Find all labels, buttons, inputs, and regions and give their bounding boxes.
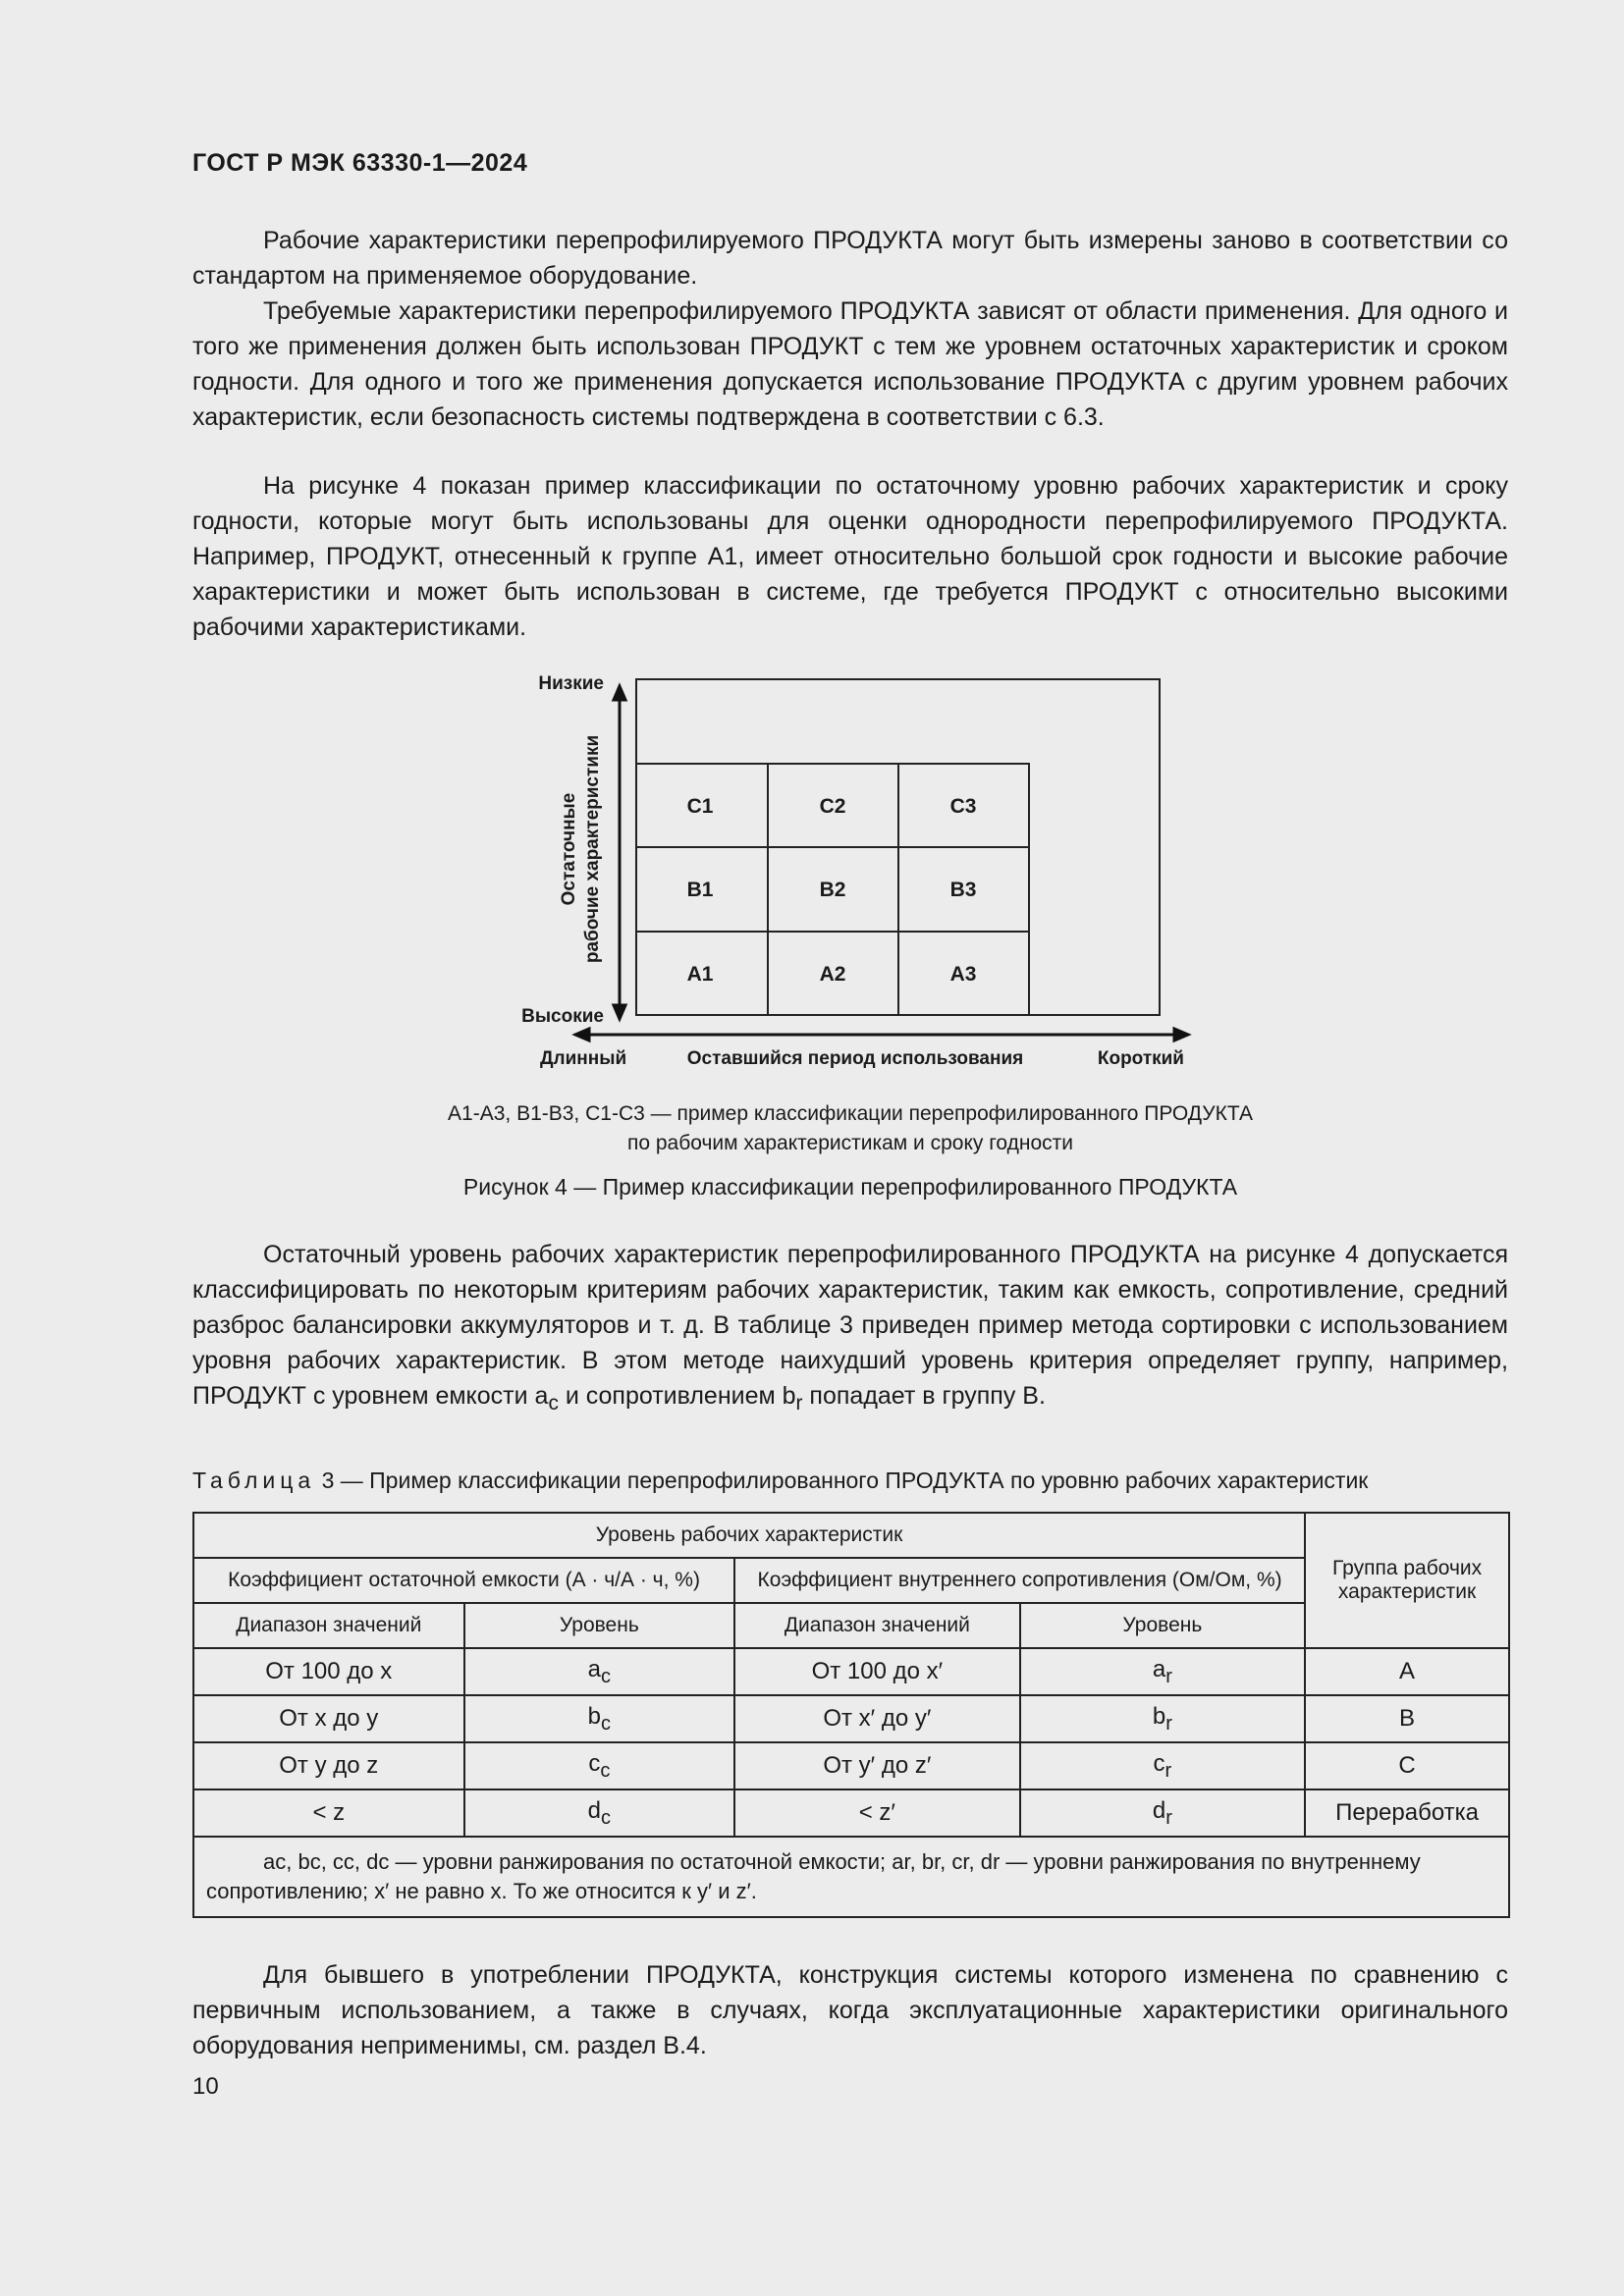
table-caption-word: Таблица	[192, 1468, 316, 1493]
cell-resistance-level-text: a	[1152, 1655, 1166, 1682]
header-range-capacity: Диапазон значений	[193, 1603, 464, 1648]
cell-group: С	[1305, 1742, 1509, 1789]
cell-b3: B3	[949, 879, 977, 901]
paragraph-1-text: Рабочие характеристики перепрофилируемого ПРОДУКТА могут быть измерены заново в соответствии со стандартом на применяемое оборудование.	[192, 227, 1508, 290]
paragraph-4-text-1: Остаточный уровень рабочих характеристик перепрофилированного ПРОДУКТА на рисунке 4 допускается классифицировать по некоторым критериям рабочих характеристик, таким как емкость, сопротивление, средний разброс балансировки аккумуляторов и т. д. В таблице 3 приведен пример метода сортировки с использованием уровня рабочих характеристик. В этом методе наихудший уровень критерия определяет группу, например, ПРОДУКТ с уровнем емкости a	[192, 1241, 1508, 1410]
paragraph-4-sub-c: c	[548, 1392, 559, 1415]
paragraph-4-text-2: и сопротивлением b	[558, 1382, 796, 1410]
cell-resistance-range: < z′	[734, 1789, 1020, 1837]
axes	[575, 686, 1188, 1041]
paragraph-4-text-3: попадает в группу В.	[802, 1382, 1046, 1410]
cell-capacity-range: < z	[193, 1789, 464, 1837]
header-range-resistance: Диапазон значений	[734, 1603, 1020, 1648]
cell-capacity-level: $d_c$	[464, 1789, 735, 1837]
cell-resistance-level: $c_r$	[1020, 1742, 1305, 1789]
header-level-resistance: Уровень	[1020, 1603, 1305, 1648]
cell-capacity-level-text: c	[588, 1749, 601, 1777]
cell-resistance-level: $b_r$	[1020, 1695, 1305, 1742]
paragraph-3	[192, 468, 1508, 645]
cell-capacity-level: $a_c$	[464, 1648, 735, 1695]
cell-capacity-range: От 100 до x	[193, 1648, 464, 1695]
x-axis-label: Оставшийся период использования	[686, 1048, 1024, 1069]
cell-c1: C1	[686, 795, 714, 818]
cell-a2: A2	[819, 963, 846, 986]
standard-header: ГОСТ Р МЭК 63330-1—2024	[192, 149, 528, 177]
table-caption	[192, 1468, 1508, 1494]
header-group: Группа рабочих характеристик	[1305, 1513, 1509, 1648]
figure-note-1: А1-А3, В1-В3, С1-С3 — пример классификации перепрофилированного ПРОДУКТА	[448, 1102, 1253, 1125]
cell-group: А	[1305, 1648, 1509, 1695]
cell-resistance-level: $d_r$	[1020, 1789, 1305, 1837]
y-axis-label-2: рабочие характеристики	[582, 734, 603, 964]
paragraph-3-text: На рисунке 4 показан пример классификации по остаточному уровню рабочих характеристик и сроку годности, которые могут быть использованы для оценки однородности перепрофилируемого ПРОДУКТА. Например, ПРОДУКТ, отнесенный к группе А1, имеет относительно большой срок годности и высокие рабочие характеристики и может быть использован в системе, где требуется ПРОДУКТ с относительно высокими рабочими характеристиками.	[192, 472, 1508, 641]
cell-a3: A3	[949, 963, 977, 986]
paragraph-2-text: Требуемые характеристики перепрофилируемого ПРОДУКТА зависят от области применения. Для одного и того же применения должен быть использован ПРОДУКТ с тем же уровнем остаточных характеристик и сроком годности. Для одного и того же применения допускается использование ПРОДУКТА с другим уровнем рабочих характеристик, если безопасность системы подтверждена в соответствии с 6.3.	[192, 297, 1508, 431]
header-resistance: Коэффициент внутреннего сопротивления (Ом/Ом, %)	[734, 1558, 1305, 1603]
cell-capacity-range: От y до z	[193, 1742, 464, 1789]
table-row	[193, 1695, 1509, 1742]
cell-group: В	[1305, 1695, 1509, 1742]
x-left-label: Длинный	[540, 1048, 627, 1069]
y-axis-up-arrow-icon	[614, 686, 625, 700]
cell-capacity-level: $b_c$	[464, 1695, 735, 1742]
paragraph-5-text: Для бывшего в употреблении ПРОДУКТА, конструкция системы которого изменена по сравнению с первичным использованием, а также в случаях, когда эксплуатационные характеристики оригинального оборудования неприменимы, см. раздел В.4.	[192, 1961, 1508, 2059]
header-level: Уровень рабочих характеристик	[193, 1513, 1305, 1558]
classification-table	[192, 1512, 1510, 1918]
y-top-label: Низкие	[538, 673, 604, 694]
table-note-text: ac, bc, cc, dc — уровни ранжирования по остаточной емкости; ar, br, cr, dr — уровни ранжирования по внутреннему сопротивлению; x′ не равно x. То же относится к y′ и z′.	[206, 1849, 1421, 1903]
paragraph-5	[192, 1957, 1508, 2063]
table-row	[193, 1742, 1509, 1789]
page-number: 10	[192, 2073, 219, 2100]
cell-capacity-level-text: d	[587, 1796, 601, 1824]
cell-c2: C2	[819, 795, 846, 818]
header-capacity: Коэффициент остаточной емкости (А · ч/А · ч, %)	[193, 1558, 734, 1603]
paragraph-4-sub-r: r	[795, 1392, 803, 1415]
y-axis-down-arrow-icon	[614, 1005, 625, 1019]
cell-resistance-range: От 100 до x′	[734, 1648, 1020, 1695]
paragraph-4	[192, 1237, 1508, 1421]
cell-group: Переработка	[1305, 1789, 1509, 1837]
y-axis-label-1: Остаточные	[559, 792, 579, 906]
table-row	[193, 1789, 1509, 1837]
cell-resistance-range: От x′ до y′	[734, 1695, 1020, 1742]
header-level-capacity: Уровень	[464, 1603, 735, 1648]
cell-capacity-range: От x до y	[193, 1695, 464, 1742]
classification-figure	[511, 663, 1198, 1075]
cell-capacity-level: $c_c$	[464, 1742, 735, 1789]
cell-b2: B2	[819, 879, 846, 901]
cell-capacity-level-text: a	[587, 1655, 601, 1682]
y-bottom-label: Высокие	[521, 1006, 604, 1027]
x-axis-left-arrow-icon	[575, 1029, 589, 1041]
x-right-label: Короткий	[1097, 1048, 1184, 1069]
cell-capacity-level-text: b	[587, 1702, 601, 1730]
figure-caption: Рисунок 4 — Пример классификации перепрофилированного ПРОДУКТА	[462, 1174, 1238, 1200]
cell-resistance-range: От y′ до z′	[734, 1742, 1020, 1789]
paragraph-2	[192, 294, 1508, 435]
table-note	[193, 1837, 1509, 1917]
figure-note-2: по рабочим характеристикам и сроку годности	[626, 1132, 1074, 1154]
table-row	[193, 1648, 1509, 1695]
cell-c3: C3	[949, 795, 977, 818]
cell-b1: B1	[686, 879, 714, 901]
x-axis-right-arrow-icon	[1174, 1029, 1188, 1041]
cell-a1: A1	[686, 963, 714, 986]
cell-resistance-level-text: d	[1152, 1796, 1166, 1824]
cell-resistance-level-text: b	[1152, 1702, 1166, 1730]
cell-resistance-level: $a_r$	[1020, 1648, 1305, 1695]
cell-resistance-level-text: c	[1153, 1749, 1165, 1777]
table-caption-rest: 3 — Пример классификации перепрофилированного ПРОДУКТА по уровню рабочих характеристик	[315, 1468, 1369, 1493]
paragraph-1	[192, 223, 1508, 294]
